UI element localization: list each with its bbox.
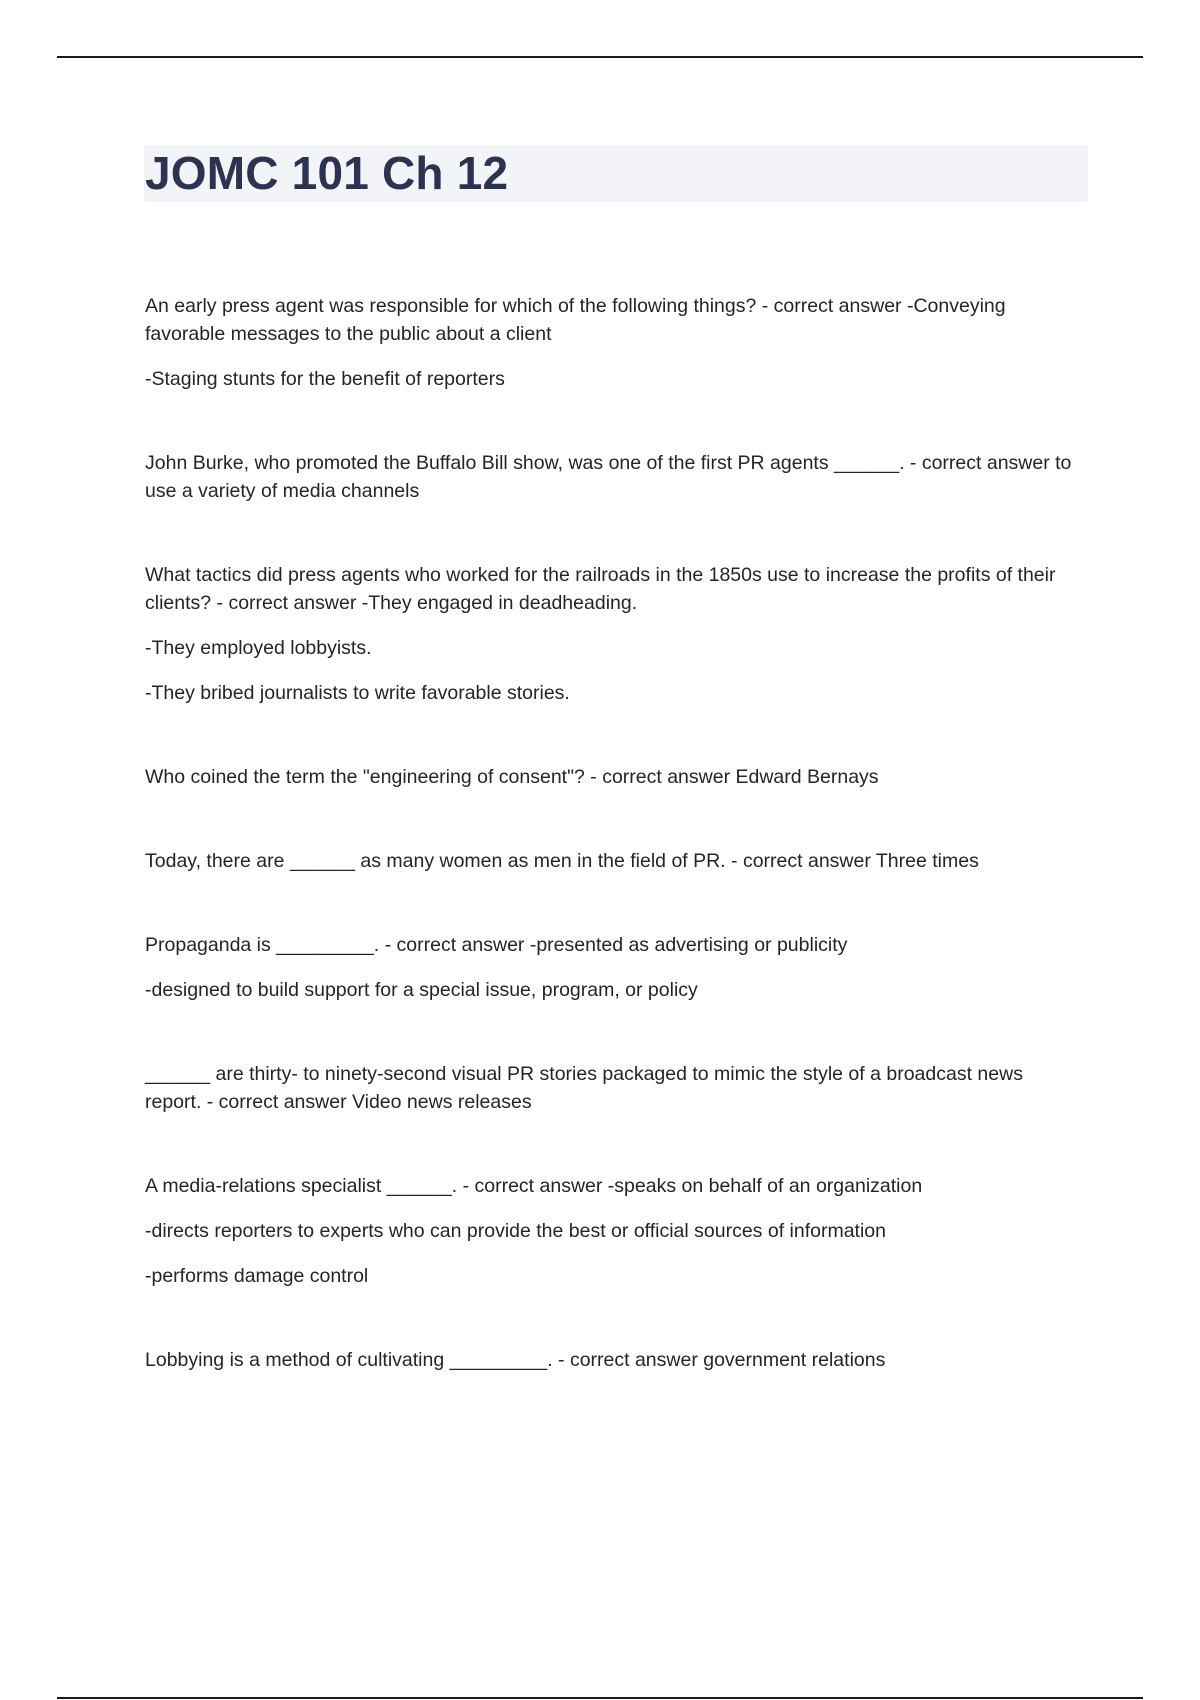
- answer-line: -performs damage control: [145, 1265, 369, 1287]
- qa-item: [145, 292, 1075, 393]
- question-text: Who coined the term the "engineering of consent"? - correct answer Edward Bernays: [145, 766, 879, 788]
- qa-item: [145, 763, 1075, 791]
- top-divider: [57, 56, 1143, 58]
- qa-item: [145, 1172, 1075, 1290]
- bottom-divider: [57, 1697, 1143, 1699]
- question-text: A media-relations specialist ______. - correct answer -speaks on behalf of an organization: [145, 1175, 923, 1197]
- question-text: Lobbying is a method of cultivating _________. - correct answer government relations: [145, 1349, 886, 1371]
- qa-item: [145, 449, 1075, 505]
- question-text: An early press agent was responsible for which of the following things? - correct answer -Conveying favorable messages to the public about a client: [145, 295, 1006, 345]
- question-text: Today, there are ______ as many women as men in the field of PR. - correct answer Three times: [145, 850, 979, 872]
- answer-line: -directs reporters to experts who can provide the best or official sources of information: [145, 1220, 886, 1242]
- qa-item: [145, 561, 1075, 707]
- answer-line: -They bribed journalists to write favorable stories.: [145, 682, 570, 704]
- qa-item: [145, 931, 1075, 1004]
- answer-line: -Staging stunts for the benefit of reporters: [145, 368, 505, 390]
- answer-line: -designed to build support for a special issue, program, or policy: [145, 979, 698, 1001]
- qa-list: [145, 292, 1075, 1430]
- qa-item: [145, 847, 1075, 875]
- qa-item: [145, 1346, 1075, 1374]
- question-text: Propaganda is _________. - correct answer -presented as advertising or publicity: [145, 934, 848, 956]
- question-text: What tactics did press agents who worked for the railroads in the 1850s use to increase the profits of their clients? - correct answer -They engaged in deadheading.: [145, 564, 1056, 614]
- question-text: ______ are thirty- to ninety-second visual PR stories packaged to mimic the style of a broadcast news report. - correct answer Video news releases: [145, 1063, 1023, 1113]
- qa-item: [145, 1060, 1075, 1116]
- question-text: John Burke, who promoted the Buffalo Bill show, was one of the first PR agents ______. - correct answer to use a variety of media channels: [145, 452, 1072, 502]
- page-title: JOMC 101 Ch 12: [145, 147, 509, 199]
- answer-line: -They employed lobbyists.: [145, 637, 372, 659]
